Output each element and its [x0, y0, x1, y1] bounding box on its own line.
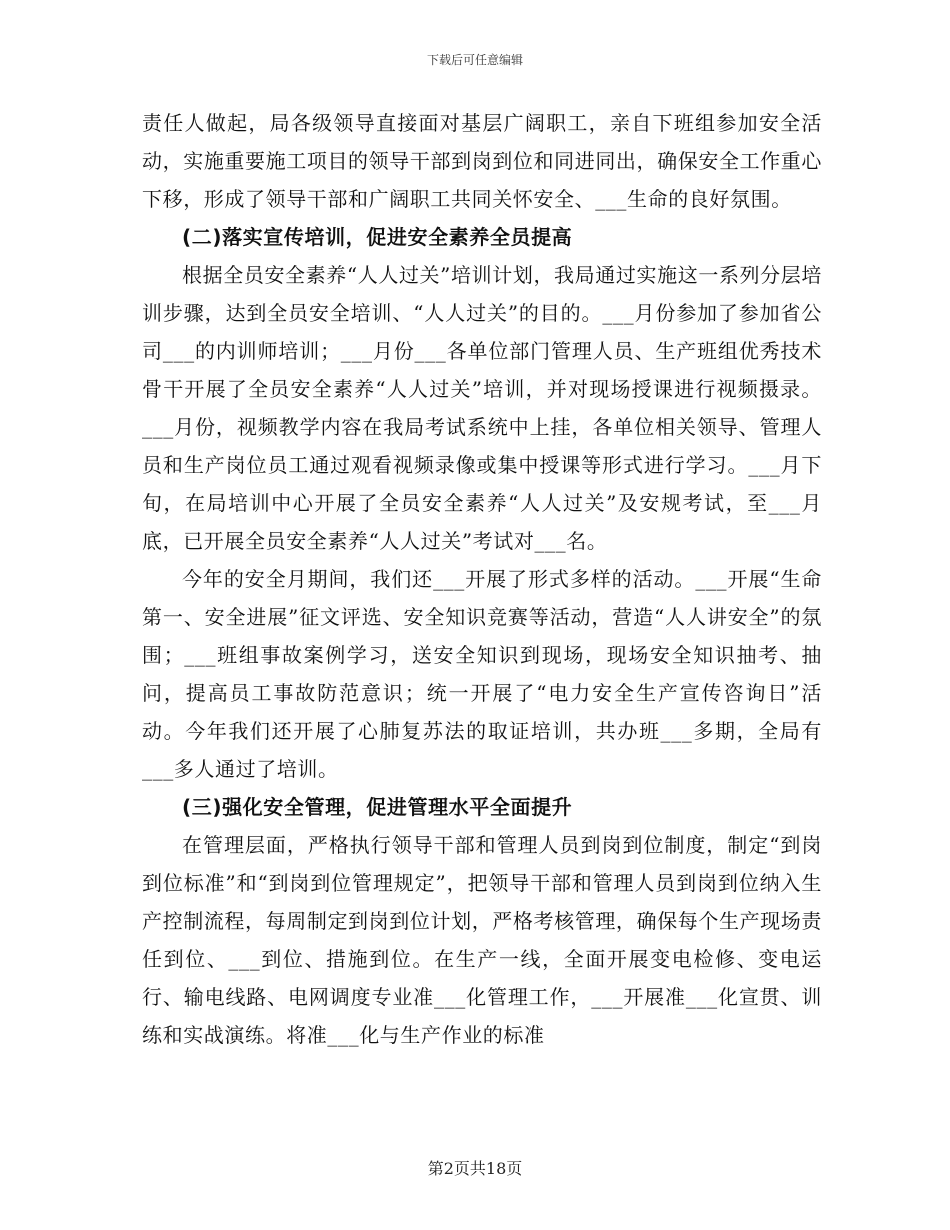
section-heading-2: (二)落实宣传培训，促进安全素养全员提高: [182, 225, 573, 249]
paragraph-management: 在管理层面，严格执行领导干部和管理人员到岗到位制度，制定“到岗到位标准”和“到岗到位管理规定”，把领导干部和管理人员到岗到位纳入生产控制流程，每周制定到岗到位计划，严格考核管理，确保每个生产现场责任到位、___到位、措施到位。在生产一线，全面开展变电检修、变电运行、输电线路、电网调度专业准___化管理工作，___开展准___化宣贯、训练和实战演练。将准___化与生产作业的标准: [142, 833, 822, 1047]
paragraph-training: 根据全员安全素养“人人过关”培训计划，我局通过实施这一系列分层培训步骤，达到全员安全培训、“人人过关”的目的。___月份参加了参加省公司___的内训师培训；___月份___各单位部门管理人员、生产班组优秀技术骨干开展了全员安全素养“人人过关”培训，并对现场授课进行视频摄录。___月份，视频教学内容在我局考试系统中上挂，各单位相关领导、管理人员和生产岗位员工通过观看视频录像或集中授课等形式进行学习。___月下旬，在局培训中心开展了全员安全素养“人人过关”及安规考试，至___月底，已开展全员安全素养“人人过关”考试对___名。: [142, 263, 822, 553]
section-heading-3: (三)强化安全管理，促进管理水平全面提升: [182, 795, 573, 819]
paragraph-intro: 责任人做起，局各级领导直接面对基层广阔职工，亲自下班组参加安全活动，实施重要施工项目的领导干部到岗到位和同进同出，确保安全工作重心下移，形成了领导干部和广阔职工共同关怀安全、___生命的良好氛围。: [142, 111, 822, 211]
paragraph-safety-month: 今年的安全月期间，我们还___开展了形式多样的活动。___开展“生命第一、安全进展”征文评选、安全知识竞赛等活动，营造“人人讲安全”的氛围；___班组事故案例学习，送安全知识到现场，现场安全知识抽考、抽问，提高员工事故防范意识；统一开展了“电力安全生产宣传咨询日”活动。今年我们还开展了心肺复苏法的取证培训，共办班___多期，全局有___多人通过了培训。: [142, 567, 822, 781]
document-body: [142, 104, 822, 1054]
page-footer: 第2页共18页: [427, 1159, 523, 1178]
page-header: 下载后可任意编辑: [426, 53, 523, 67]
